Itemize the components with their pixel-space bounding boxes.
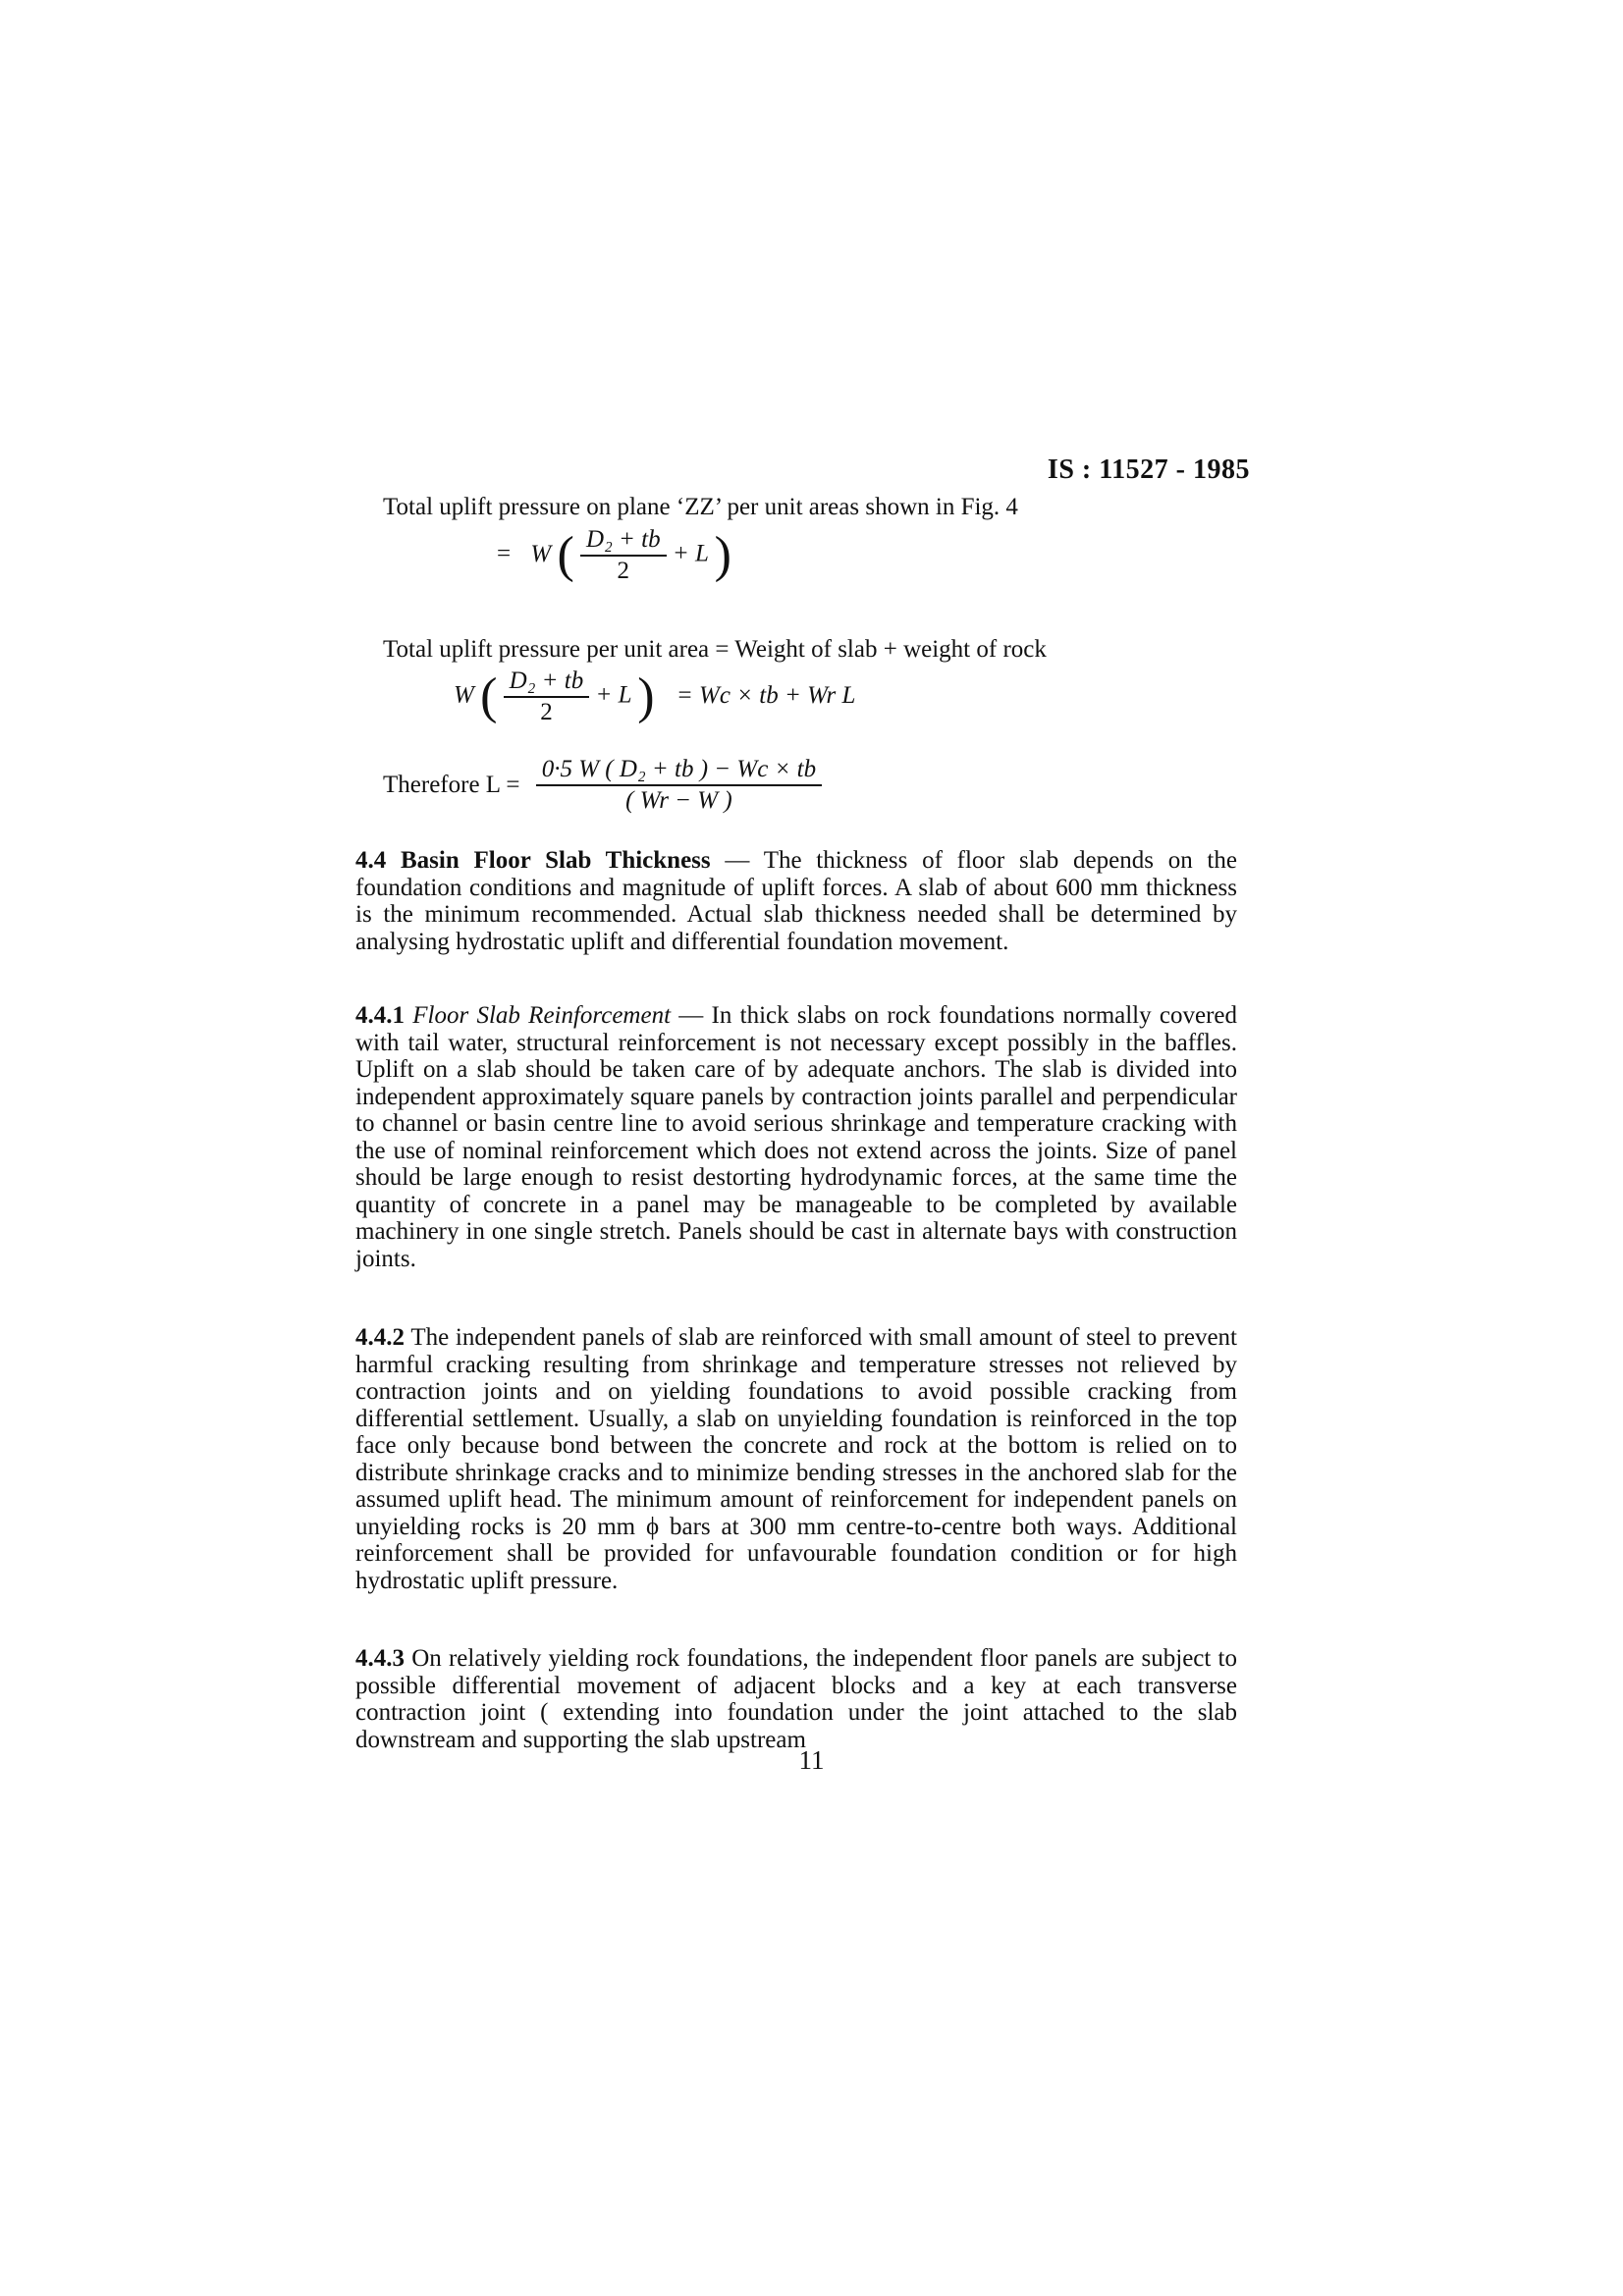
eq2-rhs: = Wc × tb + Wr L bbox=[676, 681, 856, 709]
section-4-4-1-dash: — bbox=[671, 1002, 712, 1029]
eq1-numerator: D₂ + tb bbox=[580, 527, 667, 557]
eq1-plus-l: + L bbox=[672, 540, 709, 567]
section-4-4-number: 4.4 bbox=[355, 847, 387, 874]
section-4-4-2-text: The independent panels of slab are reinforced with small amount of steel to prevent harmful cracking resulting from shrinkage and temperature stresses not relieved by contraction joints and on yielding foundations to avoid possible cracking from differential settlement. Usually, a slab on unyielding foundation is reinforced in the top face only because bond between the concrete and rock at the bottom is relied on to distribute shrinkage cracks and to minimize bending stresses in the anchored slab for the assumed uplift head. The minimum amount of reinforcement for independent panels on unyielding rocks is 20 mm ϕ bars at 300 mm centre-to-centre both ways. Additional reinforcement shall be provided for unfavourable foundation condition or for high hydrostatic uplift pressure. bbox=[355, 1324, 1237, 1594]
section-4-4-3-number: 4.4.3 bbox=[355, 1645, 405, 1672]
equation-1 bbox=[497, 527, 731, 584]
section-4-4-3-text: On relatively yielding rock foundations, the independent floor panels are subject to possible differential movement of adjacent blocks and a key at each transverse contraction joint ( extending into foundation under the joint attached to the slab downstream and supporting the slab upstream bbox=[355, 1645, 1237, 1753]
uplift-line-2: Total uplift pressure per unit area = Weight of slab + weight of rock bbox=[383, 636, 1047, 663]
section-4-4-title: Basin Floor Slab Thickness bbox=[401, 847, 711, 874]
eq2-numerator: D₂ + tb bbox=[504, 668, 590, 698]
eq2-close-paren: ) bbox=[637, 668, 655, 724]
eq2-denominator: 2 bbox=[540, 699, 553, 725]
eq1-fraction bbox=[580, 527, 667, 584]
eq2-plus-l: + L bbox=[595, 681, 632, 709]
section-4-4-dash: — bbox=[710, 847, 764, 874]
section-4-4-2-number: 4.4.2 bbox=[355, 1324, 405, 1351]
section-4-4 bbox=[355, 847, 1237, 955]
section-4-4-text: The thickness of floor slab depends on the foundation conditions and magnitude of uplift forces. A slab of about 600 mm thickness is the minimum recommended. Actual slab thickness needed shall be determined by analysing hydrostatic uplift and differential foundation movement. bbox=[355, 847, 1237, 955]
section-4-4-1-number: 4.4.1 bbox=[355, 1002, 405, 1029]
eq1-w: W bbox=[530, 540, 552, 567]
equation-2 bbox=[454, 668, 855, 725]
page-number: 11 bbox=[798, 1745, 825, 1775]
section-4-4-2 bbox=[355, 1324, 1237, 1594]
eq1-denominator: 2 bbox=[617, 558, 630, 584]
uplift-intro-text: Total uplift pressure on plane ‘ZZ’ per unit areas shown in Fig. 4 bbox=[383, 494, 1018, 520]
standard-number: IS : 11527 - 1985 bbox=[1047, 454, 1250, 485]
eq2-open-paren: ( bbox=[480, 668, 498, 724]
eq2-fraction bbox=[504, 668, 590, 725]
eq3-label: Therefore L = bbox=[383, 772, 520, 798]
section-4-4-3 bbox=[355, 1645, 1237, 1753]
section-4-4-1-title: Floor Slab Reinforcement bbox=[412, 1002, 672, 1029]
section-4-4-1 bbox=[355, 1002, 1237, 1272]
eq1-equals: = bbox=[497, 540, 512, 567]
eq1-close-paren: ) bbox=[714, 527, 731, 583]
eq1-open-paren: ( bbox=[557, 527, 574, 583]
eq3-fraction bbox=[536, 757, 822, 814]
equation-3 bbox=[383, 757, 822, 814]
eq3-denominator: ( Wr − W ) bbox=[625, 787, 732, 814]
eq3-numerator: 0·5 W ( D₂ + tb ) − Wc × tb bbox=[536, 757, 822, 786]
section-4-4-1-text: In thick slabs on rock foundations normally covered with tail water, structural reinforcement is not necessary except possibly in the baffles. Uplift on a slab should be taken care of by adequate anchors. The slab is divided into independent approximately square panels by contraction joints parallel and perpendicular to channel or basin centre line to avoid serious shrinkage and temperature cracking with the use of nominal reinforcement which does not extend across the joints. Size of panel should be large enough to resist destorting hydrodynamic forces, at the same time the quantity of concrete in a panel may be manageable to be completed by available machinery in one single stretch. Panels should be cast in alternate bays with construction joints. bbox=[355, 1002, 1238, 1272]
eq2-w: W bbox=[454, 681, 474, 709]
